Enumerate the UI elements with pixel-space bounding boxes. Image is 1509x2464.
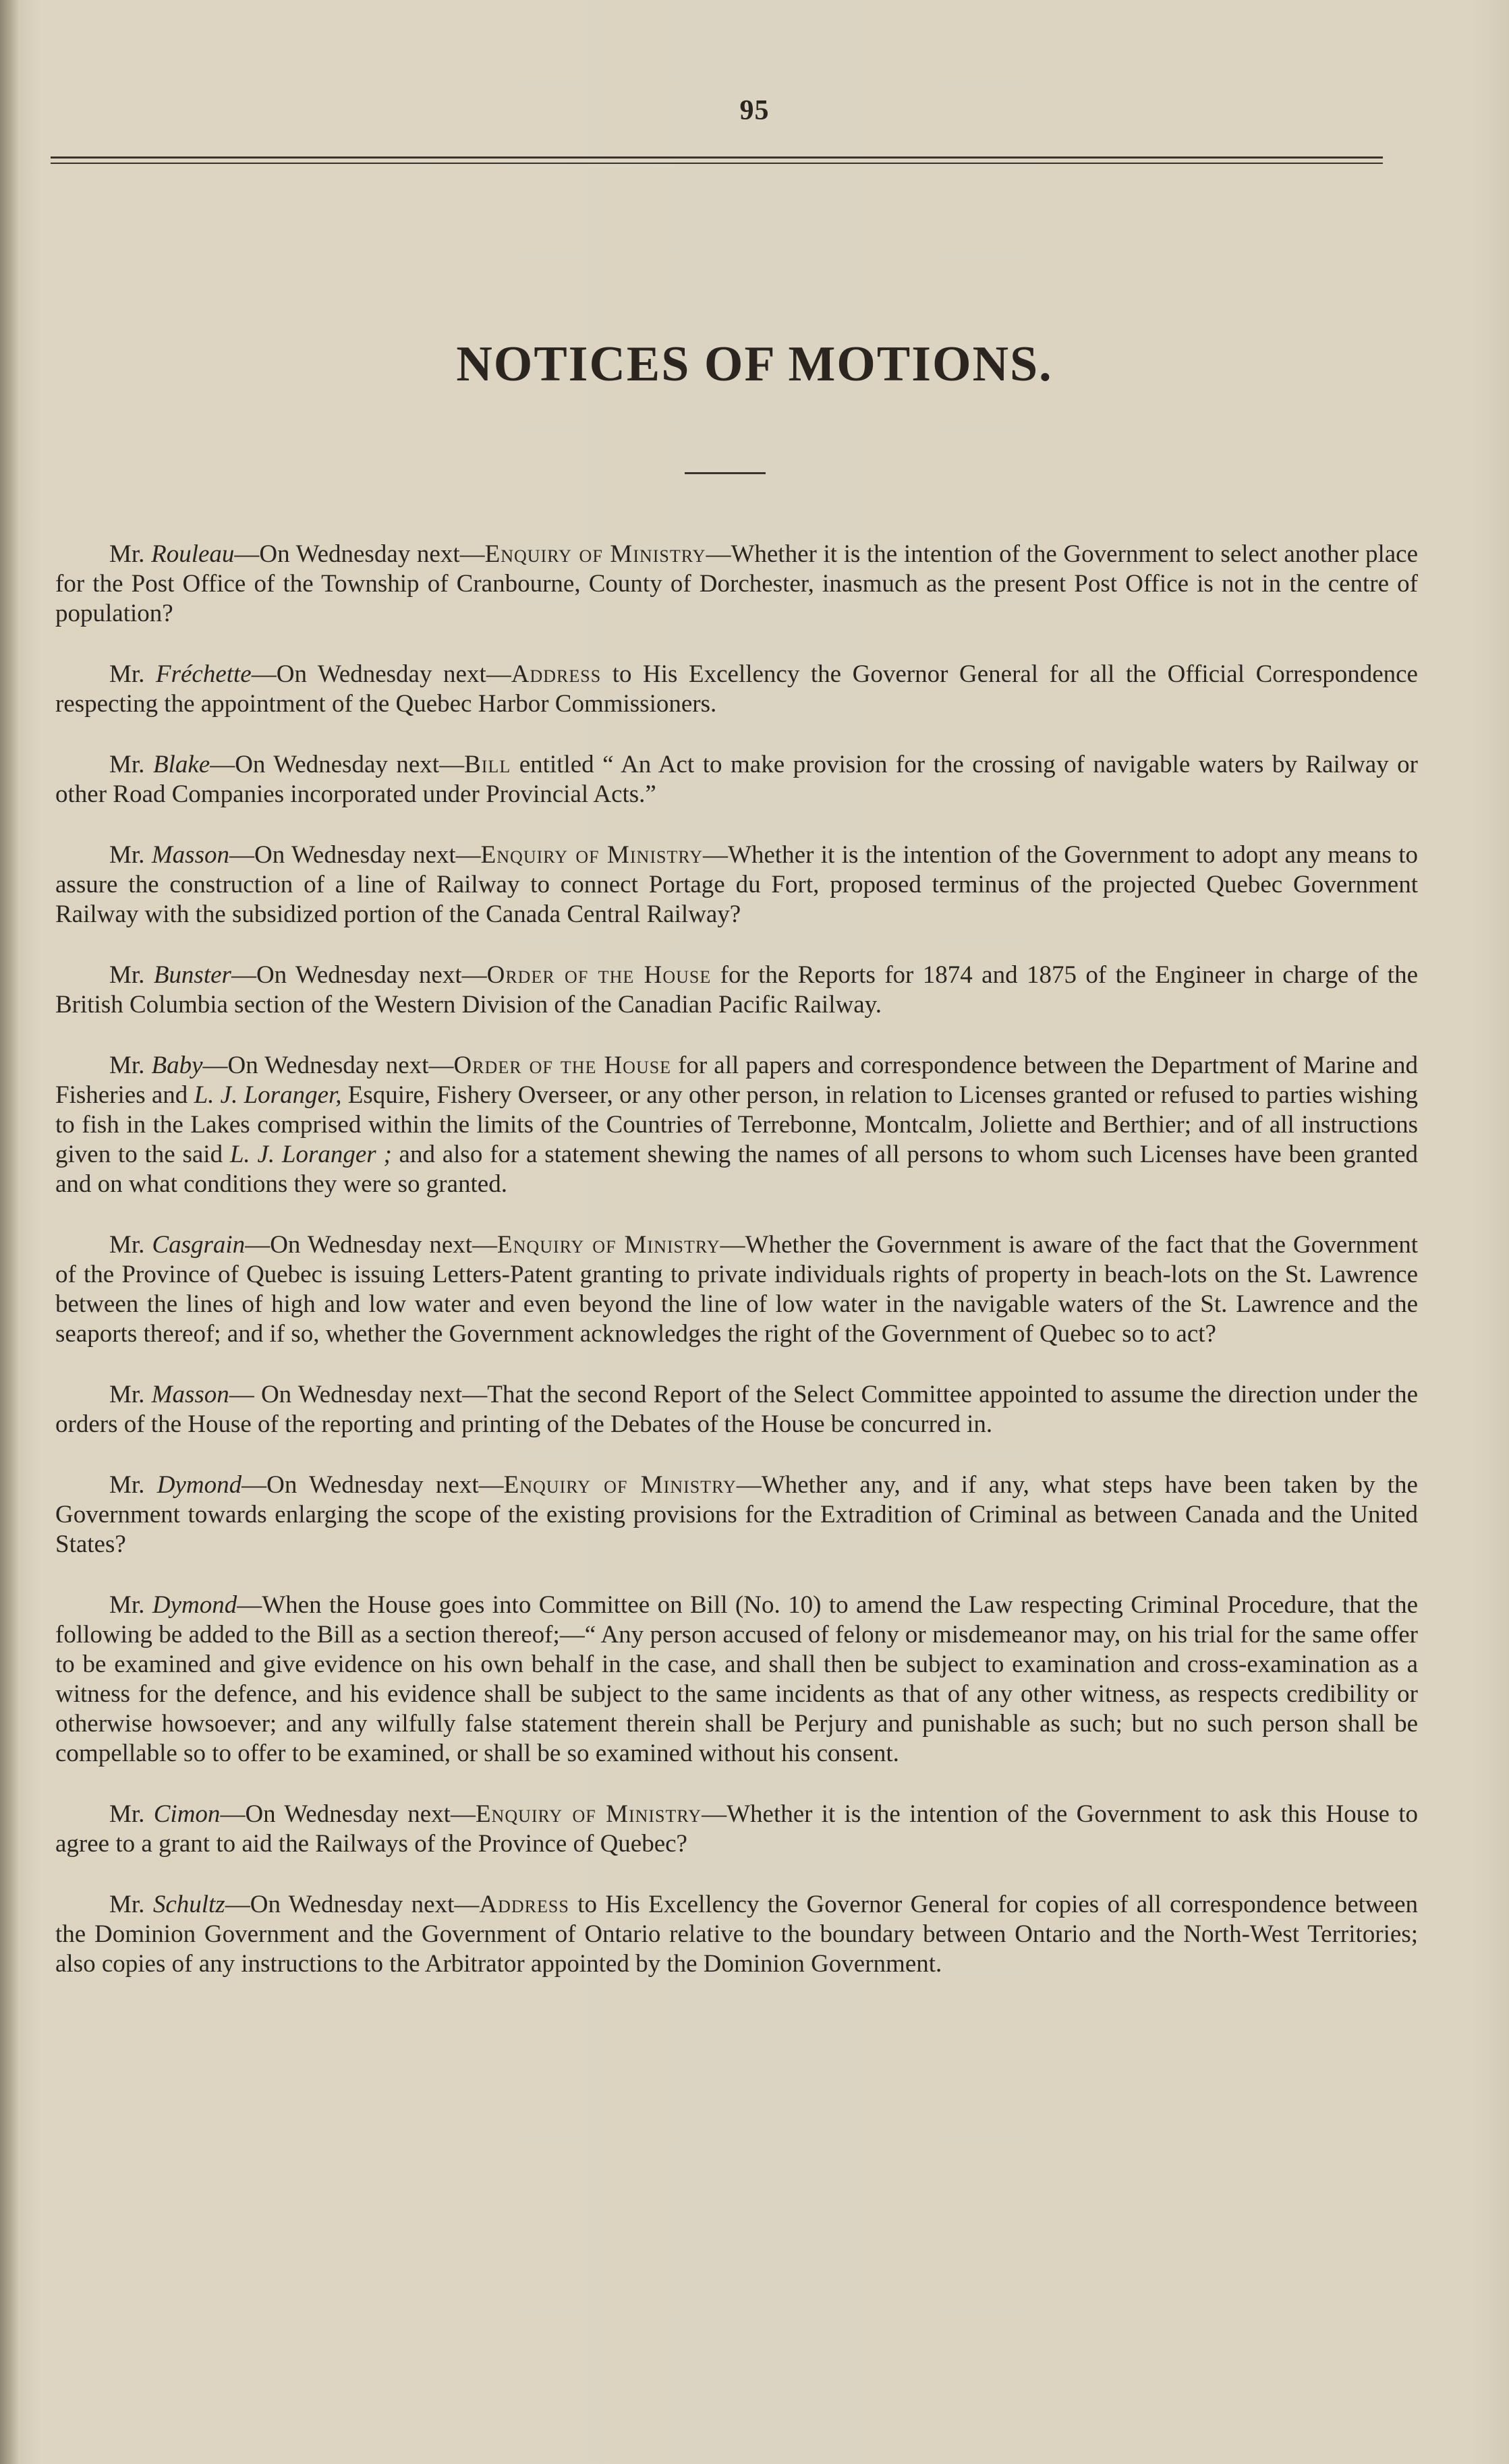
motion-text: —Whether it is the intention of the Government to adopt any means to assure the construction of a line of Railway to connect Portage du Fort, proposed terminus of the projected Quebec Government Railway with the subsidized portion of the Canada Central Railway? xyxy=(55,841,1418,928)
motion-cimon: Mr. Cimon—On Wednesday next—Enquiry of Ministry—Whether it is the intention of the Government to ask this House to agree to a grant to aid the Railways of the Province of Quebec? xyxy=(55,1800,1418,1858)
motion-schultz: Mr. Schultz—On Wednesday next—Address to His Excellency the Governor General for copies of all correspondence between the Dominion Government and the Government of Ontario relative to the boundary between Ontario and the North-West Territories; also copies of any instructions to the Arbitrator appointed by the Dominion Government. xyxy=(55,1891,1418,1978)
motion-member: Masson xyxy=(151,1381,229,1408)
page-title: NOTICES OF MOTIONS. xyxy=(456,337,1053,392)
motion-text: entitled “ An Act to make provision for the crossing of navigable waters by Railway or other Road Companies incorporated under Provincial Acts.” xyxy=(55,751,1418,808)
motion-member: Masson xyxy=(151,841,229,869)
motion-type: Enquiry of Ministry xyxy=(484,540,706,568)
motion-type: Enquiry of Ministry xyxy=(480,841,704,869)
motion-member: Dymond xyxy=(152,1591,237,1619)
motion-member: Cimon xyxy=(153,1800,221,1828)
motion-text: —Whether it is the intention of the Government to select another place for the Post Office of the Township of Cranbourne, County of Dorchester, inasmuch as the present Post Office is not in the centre of population? xyxy=(55,540,1418,627)
motions-list xyxy=(55,540,1418,2010)
motion-masson-railway: Mr. Masson—On Wednesday next—Enquiry of Ministry—Whether it is the intention of the Government to adopt any means to assure the construction of a line of Railway to connect Portage du Fort, proposed terminus of the projected Quebec Government Railway with the subsidized portion of the Canada Central Railway? xyxy=(55,841,1418,928)
motion-text: “ Any person accused of felony or misdemeanor may, on his trial for the same offer to be examined and give evidence on his own behalf in the case, and shall then be subject to examination and cross-examination as a witness for the defence, and his evidence shall be subject to the same incidents as that of any other witness, as respects credibility or otherwise howsoever; and any wilfully false statement therein shall be Perjury and punishable as such; but no such person shall be compellable so to offer to be examined, or shall be so examined without his consent. xyxy=(55,1621,1418,1767)
motion-member: Rouleau xyxy=(151,540,235,568)
motion-type: Enquiry of Ministry xyxy=(503,1471,737,1499)
motion-text: That the second Report of the Select Committee appointed to assume the direction under the orders of the House of the reporting and printing of the Debates of the House be concurred in. xyxy=(55,1381,1418,1438)
motion-member: Casgrain xyxy=(152,1231,246,1259)
person-name: L. J. Loranger ; xyxy=(229,1141,392,1168)
motion-member: Baby xyxy=(151,1052,203,1079)
motion-frechette: Mr. Fréchette—On Wednesday next—Address to His Excellency the Governor General for all the Official Correspondence respecting the appointment of the Quebec Harbor Commissioners. xyxy=(55,660,1418,718)
motion-type: Address xyxy=(479,1891,569,1918)
motion-bunster: Mr. Bunster—On Wednesday next—Order of the House for the Reports for 1874 and 1875 of the Engineer in charge of the British Columbia section of the Western Division of the Canadian Pacific Railway. xyxy=(55,961,1418,1019)
motion-text: —Whether any, and if any, what steps have been taken by the Government towards enlarging the scope of the existing provisions for the Extradition of Criminal as between Canada and the United States? xyxy=(55,1471,1418,1558)
motion-baby: Mr. Baby—On Wednesday next—Order of the House for all papers and correspondence between the Department of Marine and Fisheries and L. J. Loranger, Esquire, Fishery Overseer, or any other person, in relation to Licenses granted or refused to parties wishing to fish in the Lakes comprised within the limits of the Countries of Terrebonne, Montcalm, Joliette and Berthier; and of all instructions given to the said L. J. Loranger ; and also for a statement shewing the names of all persons to whom such Licenses have been granted and on what conditions they were so granted. xyxy=(55,1052,1419,1198)
motion-type: Order of the House xyxy=(453,1052,672,1079)
motion-type: Order of the House xyxy=(486,961,712,989)
motion-text: to His Excellency the Governor General for all the Official Correspondence respecting the appointment of the Quebec Harbor Commissioners. xyxy=(55,660,1418,718)
motion-type: Bill xyxy=(464,751,511,778)
motion-type: Address xyxy=(511,660,602,688)
header-double-rule xyxy=(51,156,1383,166)
motion-rouleau: Mr. Rouleau—On Wednesday next—Enquiry of Ministry—Whether it is the intention of the Government to select another place for the Post Office of the Township of Cranbourne, County of Dorchester, inasmuch as the present Post Office is not in the centre of population? xyxy=(55,540,1418,627)
motion-type: Enquiry of Ministry xyxy=(497,1231,720,1259)
motion-blake: Mr. Blake—On Wednesday next—Bill entitled “ An Act to make provision for the crossing of navigable waters by Railway or other Road Companies incorporated under Provincial Acts.” xyxy=(55,751,1418,808)
title-divider xyxy=(685,472,766,474)
motion-dymond-extradition: Mr. Dymond—On Wednesday next—Enquiry of Ministry—Whether any, and if any, what steps have been taken by the Government towards enlarging the scope of the existing provisions for the Extradition of Criminal as between Canada and the United States? xyxy=(55,1471,1418,1558)
motion-member: Blake xyxy=(152,751,210,778)
motion-member: Fréchette xyxy=(155,660,252,688)
motion-text: —Whether the Government is aware of the fact that the Government of the Province of Quebec is issuing Letters-Patent granting to private individuals rights of property in beach-lots on the St. Lawrence between the lines of high and low water and even beyond the line of low water in the navigable waters of the St. Lawrence and the seaports thereof; and if so, whether the Government acknowledges the right of the Government of Quebec so to act? xyxy=(55,1231,1418,1348)
motion-member: Dymond xyxy=(156,1471,242,1499)
motion-text: —Whether it is the intention of the Government to ask this House to agree to a grant to aid the Railways of the Province of Quebec? xyxy=(55,1800,1418,1858)
motion-text: for the Reports for 1874 and 1875 of the Engineer in charge of the British Columbia section of the Western Division of the Canadian Pacific Railway. xyxy=(55,961,1418,1019)
motion-text: to His Excellency the Governor General for copies of all correspondence between the Dominion Government and the Government of Ontario relative to the boundary between Ontario and the North-West Territories; also copies of any instructions to the Arbitrator appointed by the Dominion Government. xyxy=(55,1891,1418,1978)
motion-member: Schultz xyxy=(152,1891,225,1918)
person-name: L. J. Loranger, xyxy=(194,1081,342,1109)
motion-casgrain: Mr. Casgrain—On Wednesday next—Enquiry of Ministry—Whether the Government is aware of the fact that the Government of the Province of Quebec is issuing Letters-Patent granting to private individuals rights of property in beach-lots on the St. Lawrence between the lines of high and low water and even beyond the line of low water in the navigable waters of the St. Lawrence and the seaports thereof; and if so, whether the Government acknowledges the right of the Government of Quebec so to act? xyxy=(55,1231,1418,1348)
motion-dymond-procedure: Mr. Dymond—When the House goes into Committee on Bill (No. 10) to amend the Law respecting Criminal Procedure, that the following be added to the Bill as a section thereof;—“ Any person accused of felony or misdemeanor may, on his trial for the same offer to be examined and give evidence on his own behalf in the case, and shall then be subject to examination and cross-examination as a witness for the defence, and his evidence shall be subject to the same incidents as that of any other witness, as respects credibility or otherwise howsoever; and any wilfully false statement therein shall be Perjury and punishable as such; but no such person shall be compellable so to offer to be examined, or shall be so examined without his consent. xyxy=(55,1591,1418,1767)
page-number: 95 xyxy=(739,95,770,126)
motion-masson-report: Mr. Masson— On Wednesday next—That the second Report of the Select Committee appointed to assume the direction under the orders of the House of the reporting and printing of the Debates of the House be concurred in. xyxy=(55,1381,1418,1438)
motion-member: Bunster xyxy=(153,961,231,989)
motion-type: Enquiry of Ministry xyxy=(475,1800,702,1828)
